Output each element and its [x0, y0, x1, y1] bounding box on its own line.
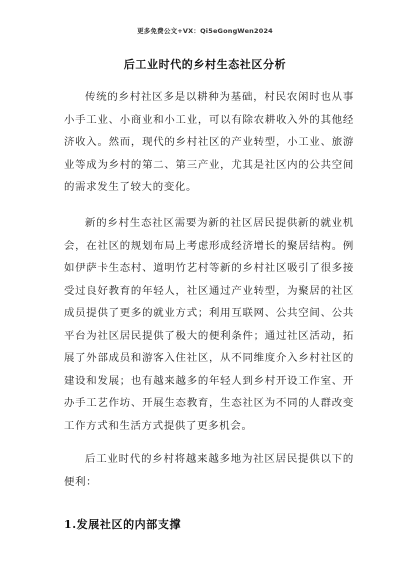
body-paragraph: 传统的乡村社区多是以耕种为基础，村民农闲时也从事小手工业、小商业和小工业，可以有除农耕收入外的其他经济收入。然而，现代的乡村社区的产业转型，小工业、旅游业等成为乡村的第二、第三产业，尤其是社区内的公共空间的需求发生了较大的变化。 — [64, 91, 354, 193]
document-title: 后工业时代的乡村生态社区分析 — [123, 58, 287, 71]
body-paragraph: 新的乡村生态社区需要为新的社区居民提供新的就业机会，在社区的规划布局上考虑形成经济增长的聚居结构。例如伊萨卡生态村、道明竹艺村等新的乡村社区吸引了很多接受过良好教育的年轻人，社区通过产业转型，为聚居的社区成员提供了更多的就业方式；利用互联网、公共空间、公共平台为社区居民提供了极大的便利条件；通过社区活动，拓展了外部成员和游客入住社区，从不同维度介入乡村社区的建设和发展；也有越来越多的年轻人到乡村开设工作室、开办手工艺作坊、开展生态教育，生态社区为不同的人群改变工作方式和生活方式提供了更多机会。 — [64, 217, 354, 432]
body-paragraph: 后工业时代的乡村将越来越多地为社区居民提供以下的便利： — [64, 453, 354, 488]
header-note: 更多免费公文+VX：Qi5eGongWen2024 — [137, 27, 273, 35]
section-heading: 1.发展社区的内部支撑 — [64, 518, 182, 531]
